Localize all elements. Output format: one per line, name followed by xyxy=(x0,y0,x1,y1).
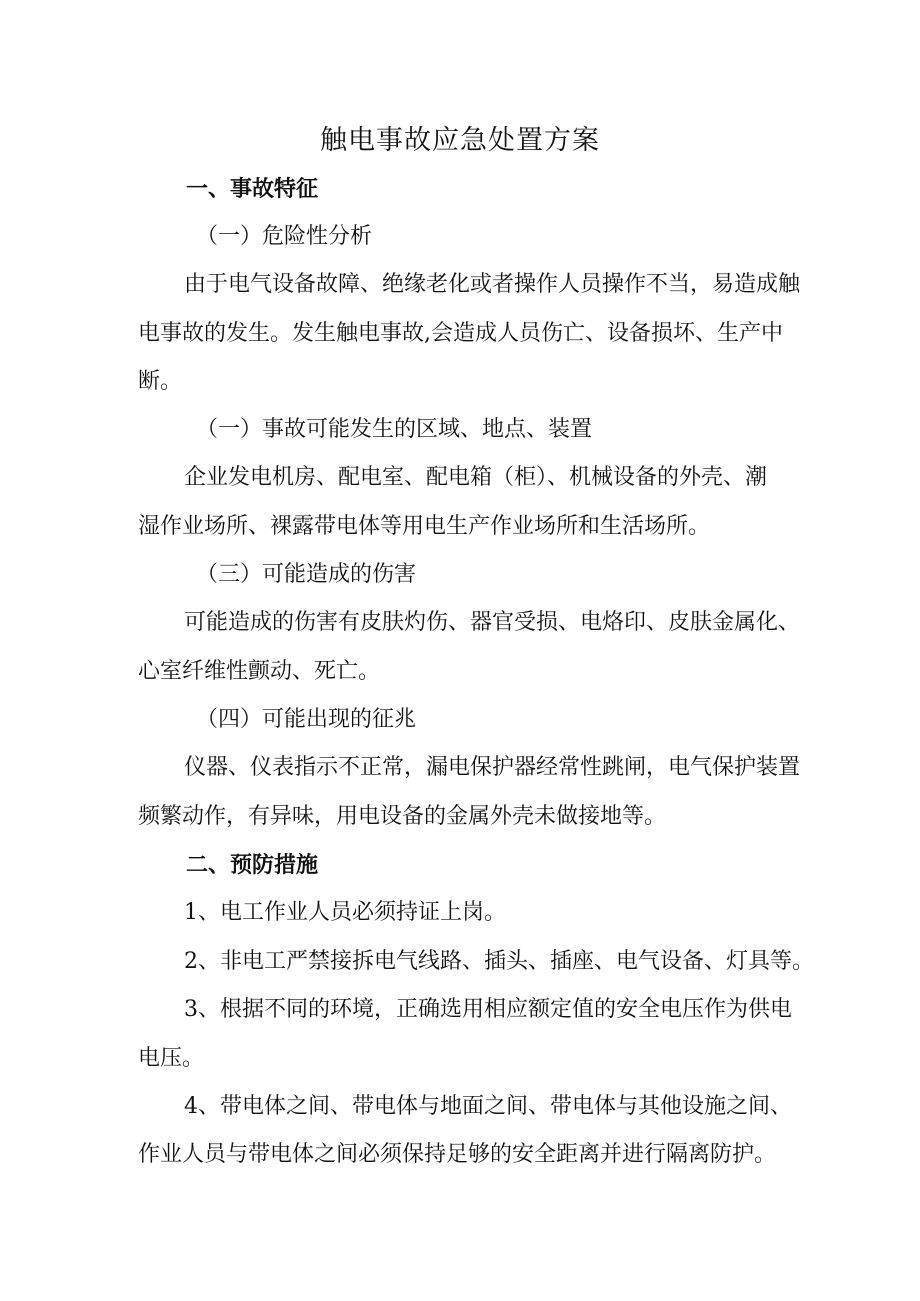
subsection-heading-areas: （一）事故可能发生的区域、地点、装置 xyxy=(196,417,593,442)
list-item-continuation: 作业人员与带电体之间必须保持足够的安全距离并进行隔离防护。 xyxy=(138,1142,777,1167)
section-heading-prevention: 二、预防措施 xyxy=(186,852,319,878)
list-item: 1、电工作业人员必须持证上岗。 xyxy=(184,900,506,925)
subsection-heading-possible-injuries: （三）可能造成的伤害 xyxy=(196,562,417,587)
paragraph-line: 可能造成的伤害有皮肤灼伤、器官受损、电烙印、皮肤金属化、 xyxy=(184,610,801,635)
list-item: 2、非电工严禁接拆电气线路、插头、插座、电气设备、灯具等。 xyxy=(184,949,814,974)
list-item: 4、带电体之间、带电体与地面之间、带电体与其他设施之间、 xyxy=(184,1094,792,1119)
paragraph-line: 企业发电机房、配电室、配电箱（柜）、机械设备的外壳、潮 xyxy=(184,465,768,490)
section-heading-accident-features: 一、事故特征 xyxy=(186,176,319,202)
list-item: 3、根据不同的环境，正确选用相应额定值的安全电压作为供电 xyxy=(184,997,792,1022)
paragraph-line: 湿作业场所、裸露带电体等用电生产作业场所和生活场所。 xyxy=(138,514,711,539)
paragraph-line: 由于电气设备故障、绝缘老化或者操作人员操作不当，易造成触 xyxy=(184,272,801,297)
paragraph-line: 电事故的发生。发生触电事故,会造成人员伤亡、设备损坏、生产中 xyxy=(138,321,783,346)
list-item-continuation: 电压。 xyxy=(138,1046,205,1071)
paragraph-line: 心室纤维性颤动、死亡。 xyxy=(138,659,381,684)
paragraph-line: 仪器、仪表指示不正常，漏电保护器经常性跳闸，电气保护装置 xyxy=(184,755,801,780)
subsection-heading-risk-analysis: （一）危险性分析 xyxy=(196,224,373,249)
paragraph-line: 断。 xyxy=(138,369,183,394)
paragraph-line: 频繁动作，有异味，用电设备的金属外壳未做接地等。 xyxy=(138,804,667,829)
document-title: 触电事故应急处置方案 xyxy=(320,125,600,156)
subsection-heading-warning-signs: （四）可能出现的征兆 xyxy=(196,707,417,732)
